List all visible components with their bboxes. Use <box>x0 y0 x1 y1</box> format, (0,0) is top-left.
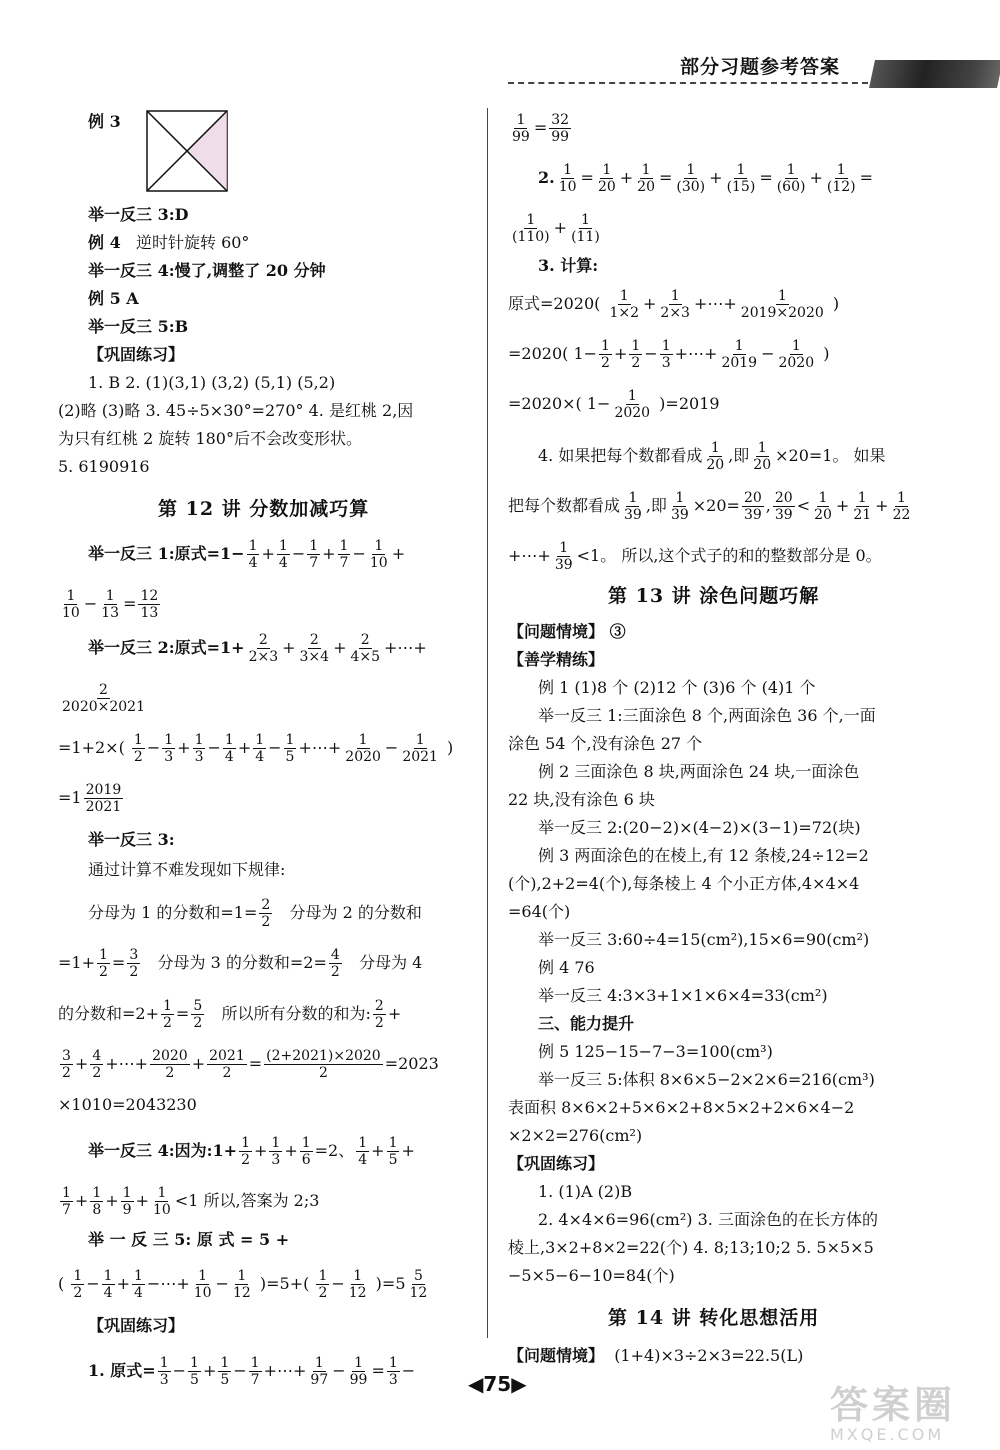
header-dotted-rule <box>508 82 868 84</box>
equation-line: =2020×( 1− $\frac{1}{2020}$ )=2019 <box>508 388 720 422</box>
equation-line: 2. $\frac{1}{10}$ = $\frac{1}{20}$ + $\frac{1}{20}$ = $\frac{1}{(30)}$ + $\frac{1}{(15)}$ = $\frac{1}{(60)}$ + $\frac{1}{(12)}$ = <box>538 162 874 196</box>
equation-line: $\frac{1}{99}$ = $\frac{32}{99}$ <box>512 112 570 146</box>
equation-line: 举一反三 1:原式=1− $\frac{1}{4}$ + $\frac{1}{4}$ − $\frac{1}{7}$ + $\frac{1}{7}$ − $\frac{1}{10}$ + <box>88 538 406 572</box>
equation-line: $\frac{1}{(110)}$ + $\frac{1}{(11)}$ <box>512 212 600 246</box>
equation-line: $\frac{2}{2020\times 2021}$ <box>62 682 145 716</box>
answer-line: 举一反三 3:60÷4=15(cm²),15×6=90(cm²) <box>538 930 870 949</box>
equation-line: 1. 原式= $\frac{1}{3}$ − $\frac{1}{5}$ + $\frac{1}{5}$ − $\frac{1}{7}$ +⋯+ $\frac{1}{97}$ − $\frac{1}{99}$ = $\frac{1}{3}$ − <box>88 1355 416 1389</box>
lecture-14-title: 第 14 讲 转化思想活用 <box>608 1307 820 1329</box>
answer-line: 为只有红桃 2 旋转 180°后不会改变形状。 <box>58 429 362 448</box>
square-diagonals-figure <box>146 110 228 192</box>
answer-line: 例 4 76 <box>538 958 595 977</box>
section-label: 【巩固练习】 <box>88 345 185 364</box>
example-4-label: 例 4 <box>88 233 121 252</box>
answer-line: 2. 4×4×6=96(cm²) 3. 三面涂色的在长方体的 <box>538 1210 878 1229</box>
equation-line: =2020( 1− $\frac{1}{2}$ + $\frac{1}{2}$ − $\frac{1}{3}$ +⋯+ $\frac{1}{2019}$ − $\frac{1}{2020}$ ) <box>508 338 830 372</box>
answer-line: 表面积 8×6×2+5×6×2+8×5×2+2×6×4−2 <box>508 1098 855 1117</box>
answer-line: 棱上,3×2+8×2=22(个) 4. 8;13;10;2 5. 5×5×5 <box>508 1238 874 1257</box>
section-label: 【善学精练】 <box>508 650 605 669</box>
section-label: 三、能力提升 <box>538 1014 635 1033</box>
answer-line: ×2×2=276(cm²) <box>508 1126 643 1145</box>
answer-line: 举一反三 4:慢了,调整了 20 分钟 <box>88 261 326 280</box>
equation-line: $\frac{1}{10}$ − $\frac{1}{13}$ = $\frac{12}{13}$ <box>62 588 159 622</box>
answer-line: 举一反三 4:3×3+1×1×6×4=33(cm²) <box>538 986 828 1005</box>
equation-line: 举一反三 4:因为:1+ $\frac{1}{2}$ + $\frac{1}{3}$ + $\frac{1}{6}$ =2、 $\frac{1}{4}$ + $\frac{1}{5}$ + <box>88 1135 415 1169</box>
equation-line: $\frac{1}{7}$ + $\frac{1}{8}$ + $\frac{1}{9}$ + $\frac{1}{10}$ <1 所以,答案为 2;3 <box>62 1185 320 1219</box>
page-header-title: 部分习题参考答案 <box>680 56 841 78</box>
answer-line: 例 1 (1)8 个 (2)12 个 (3)6 个 (4)1 个 <box>538 678 816 697</box>
answer-line: 5. 6190916 <box>58 457 150 476</box>
answer-line: =64(个) <box>508 902 571 921</box>
page-number: ◀75▶ <box>468 1372 527 1396</box>
equation-line: 把每个数都看成 $\frac{1}{39}$ ,即 $\frac{1}{39}$ ×20= $\frac{20}{39}$ , $\frac{20}{39}$ < $\frac{1}{20}$ + $\frac{1}{21}$ + $\frac{1}{22}$ <box>508 490 911 524</box>
equation-line: 举一反三 2:原式=1+ $\frac{2}{2\times 3}$ + $\frac{2}{3\times 4}$ + $\frac{2}{4\times 5}$ +⋯+ <box>88 632 427 666</box>
column-divider <box>487 108 488 1338</box>
equation-line: 分母为 1 的分数和=1= $\frac{2}{2}$ 分母为 2 的分数和 <box>88 897 422 931</box>
answer-line: 举一反三 3: <box>88 830 175 849</box>
equation-line: =1 $\frac{2019}{2021}$ <box>58 782 122 816</box>
answer-line: −5×5−6−10=84(个) <box>508 1266 675 1285</box>
answer-line: 涂色 54 个,没有涂色 27 个 <box>508 734 703 753</box>
answer-line: 【问题情境】 (1+4)×3÷2×3=22.5(L) <box>508 1346 804 1365</box>
equation-line: +⋯+ $\frac{1}{39}$ <1。 所以,这个式子的和的整数部分是 0。 <box>508 540 882 574</box>
answer-line: 举 一 反 三 5: 原 式 = 5 + <box>88 1230 290 1249</box>
equation-line: 的分数和=2+ $\frac{1}{2}$ = $\frac{5}{2}$ 所以所有分数的和为: $\frac{2}{2}$ + <box>58 998 402 1032</box>
answer-line: 例 5 A <box>88 289 139 308</box>
section-label: 【巩固练习】 <box>88 1316 185 1335</box>
answer-line: 举一反三 5:B <box>88 317 189 336</box>
answer-line: 例 3 两面涂色的在棱上,有 12 条棱,24÷12=2 <box>538 846 869 865</box>
answer-line: 举一反三 3:D <box>88 205 189 224</box>
answer-line: 例 2 三面涂色 8 块,两面涂色 24 块,一面涂色 <box>538 762 860 781</box>
equation-line: ( $\frac{1}{2}$ − $\frac{1}{4}$ + $\frac{1}{4}$ −⋯+ $\frac{1}{10}$ − $\frac{1}{12}$ )=5+( $\frac{1}{2}$ − $\frac{1}{12}$ )=5 $\frac{5}{12}$ <box>58 1268 428 1302</box>
answer-line: 1. (1)A (2)B <box>538 1182 633 1201</box>
answer-line: (2)略 (3)略 3. 45÷5×30°=270° 4. 是红桃 2,因 <box>58 401 414 420</box>
header-decoration <box>869 60 1000 88</box>
equation-line: $\frac{3}{2}$ + $\frac{4}{2}$ +⋯+ $\frac{2020}{2}$ + $\frac{2021}{2}$ = $\frac{(2+2021)\times 2020}{2}$ =2023 <box>62 1048 439 1082</box>
answer-line: 举一反三 1:三面涂色 8 个,两面涂色 36 个,一面 <box>538 706 876 725</box>
lecture-13-title: 第 13 讲 涂色问题巧解 <box>608 585 820 607</box>
answer-line: 举一反三 2:(20−2)×(4−2)×(3−1)=72(块) <box>538 818 861 837</box>
answer-line: (个),2+2=4(个),每条棱上 4 个小正方体,4×4×4 <box>508 874 860 893</box>
answer-line: 举一反三 5:体积 8×6×5−2×2×6=216(cm³) <box>538 1070 875 1089</box>
example-3-label: 例 3 <box>88 112 121 131</box>
watermark-logo: 答案圈 MXQE.COM <box>830 1383 957 1444</box>
equation-line: =1+2×( $\frac{1}{2}$ − $\frac{1}{3}$ + $\frac{1}{3}$ − $\frac{1}{4}$ + $\frac{1}{4}$ − $\frac{1}{5}$ +⋯+ $\frac{1}{2020}$ − $\frac{1}{2021}$ ) <box>58 732 454 766</box>
answer-line: 例 5 125−15−7−3=100(cm³) <box>538 1042 773 1061</box>
equation-line: 4. 如果把每个数都看成 $\frac{1}{20}$ ,即 $\frac{1}{20}$ ×20=1。 如果 <box>538 440 886 474</box>
text-line: 通过计算不难发现如下规律: <box>88 860 286 879</box>
answer-line: 22 块,没有涂色 6 块 <box>508 790 655 809</box>
equation-line: =1+ $\frac{1}{2}$ = $\frac{3}{2}$ 分母为 3 的分数和=2= $\frac{4}{2}$ 分母为 4 <box>58 947 423 981</box>
answer-text: 逆时针旋转 60° <box>135 233 250 252</box>
section-label: 【巩固练习】 <box>508 1154 605 1173</box>
section-label: 【问题情境】 ③ <box>508 622 626 641</box>
text-line: ×1010=2043230 <box>58 1095 197 1114</box>
answer-line: 1. B 2. (1)(3,1) (3,2) (5,1) (5,2) <box>88 373 336 392</box>
lecture-12-title: 第 12 讲 分数加减巧算 <box>158 498 370 520</box>
equation-line: 原式=2020( $\frac{1}{1\times 2}$ + $\frac{1}{2\times 3}$ +⋯+ $\frac{1}{2019\times 2020}$ ) <box>508 288 840 322</box>
answer-line: 3. 计算: <box>538 256 599 275</box>
